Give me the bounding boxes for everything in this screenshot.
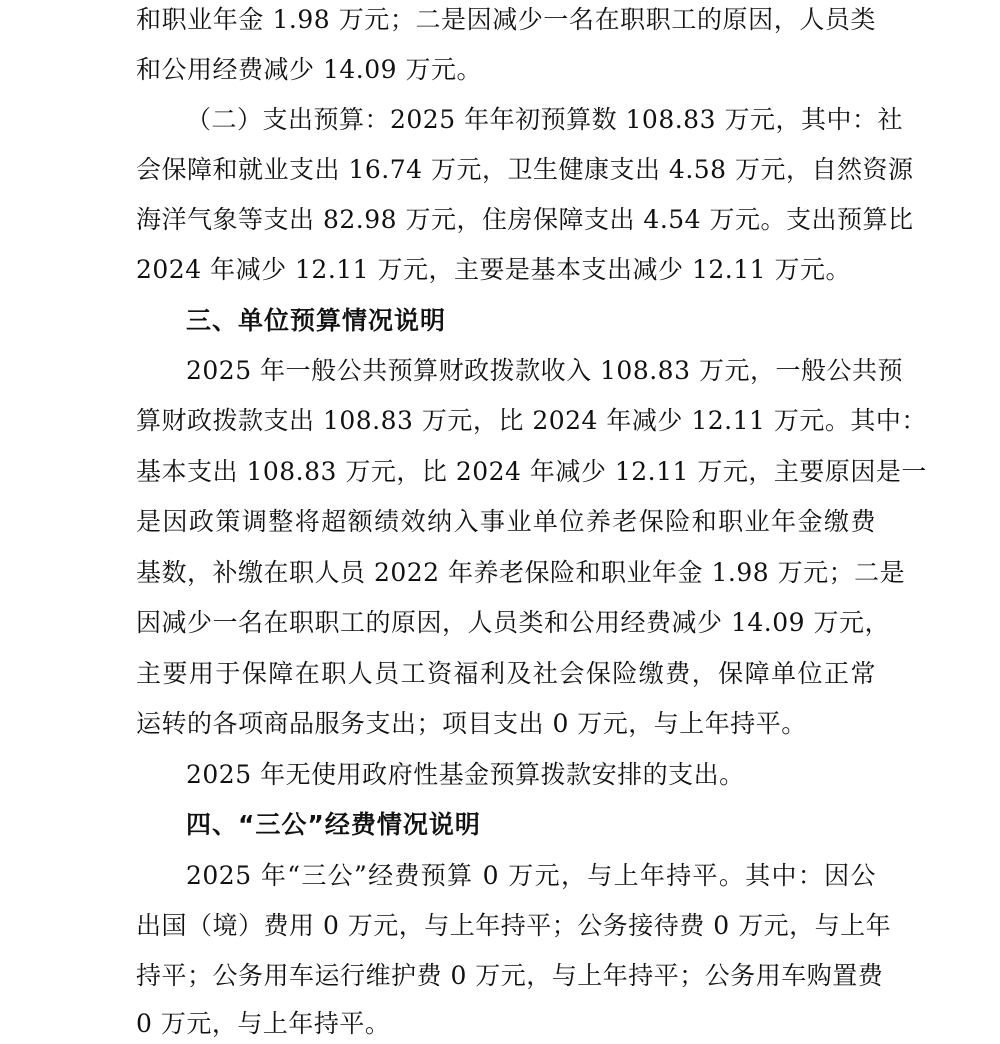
body-text-line: 和公用经费减少 14.09 万元。 — [136, 55, 482, 84]
section-heading: 三、单位预算情况说明 — [186, 306, 447, 335]
body-text-line: 0 万元，与上年持平。 — [136, 1009, 391, 1038]
body-text-line: 主要用于保障在职人员工资福利及社会保险缴费，保障单位正常 — [136, 659, 876, 688]
body-text-line: 2024 年减少 12.11 万元，主要是基本支出减少 12.11 万元。 — [136, 255, 851, 284]
body-text-line: 算财政拨款支出 108.83 万元，比 2024 年减少 12.11 万元。其中： — [136, 406, 927, 435]
body-text-line: 运转的各项商品服务支出；项目支出 0 万元，与上年持平。 — [136, 709, 807, 738]
section-subheading-line: （二）支出预算：2025 年年初预算数 108.83 万元，其中：社 — [186, 105, 903, 134]
body-text-line: 和职业年金 1.98 万元；二是因减少一名在职职工的原因，人员类 — [136, 5, 876, 34]
body-text-line: 2025 年“三公”经费预算 0 万元，与上年持平。其中：因公 — [186, 861, 876, 890]
body-text-line: 海洋气象等支出 82.98 万元，住房保障支出 4.54 万元。支出预算比 — [136, 205, 914, 234]
body-text-line: 持平；公务用车运行维护费 0 万元，与上年持平；公务用车购置费 — [136, 961, 884, 990]
body-text-line: 2025 年一般公共预算财政拨款收入 108.83 万元，一般公共预 — [186, 356, 903, 385]
body-text-line: 是因政策调整将超额绩效纳入事业单位养老保险和职业年金缴费 — [136, 507, 876, 536]
body-text-line: 会保障和就业支出 16.74 万元，卫生健康支出 4.58 万元，自然资源 — [136, 155, 914, 184]
body-text-line: 出国（境）费用 0 万元，与上年持平；公务接待费 0 万元，与上年 — [136, 911, 892, 940]
body-text-line: 基数，补缴在职人员 2022 年养老保险和职业年金 1.98 万元；二是 — [136, 558, 906, 587]
body-text-line: 基本支出 108.83 万元，比 2024 年减少 12.11 万元，主要原因是一 — [136, 457, 927, 486]
body-text-line: 因减少一名在职职工的原因，人员类和公用经费减少 14.09 万元， — [136, 608, 890, 637]
body-text-line: 2025 年无使用政府性基金预算拨款安排的支出。 — [186, 760, 745, 789]
section-heading: 四、“三公”经费情况说明 — [186, 810, 481, 839]
